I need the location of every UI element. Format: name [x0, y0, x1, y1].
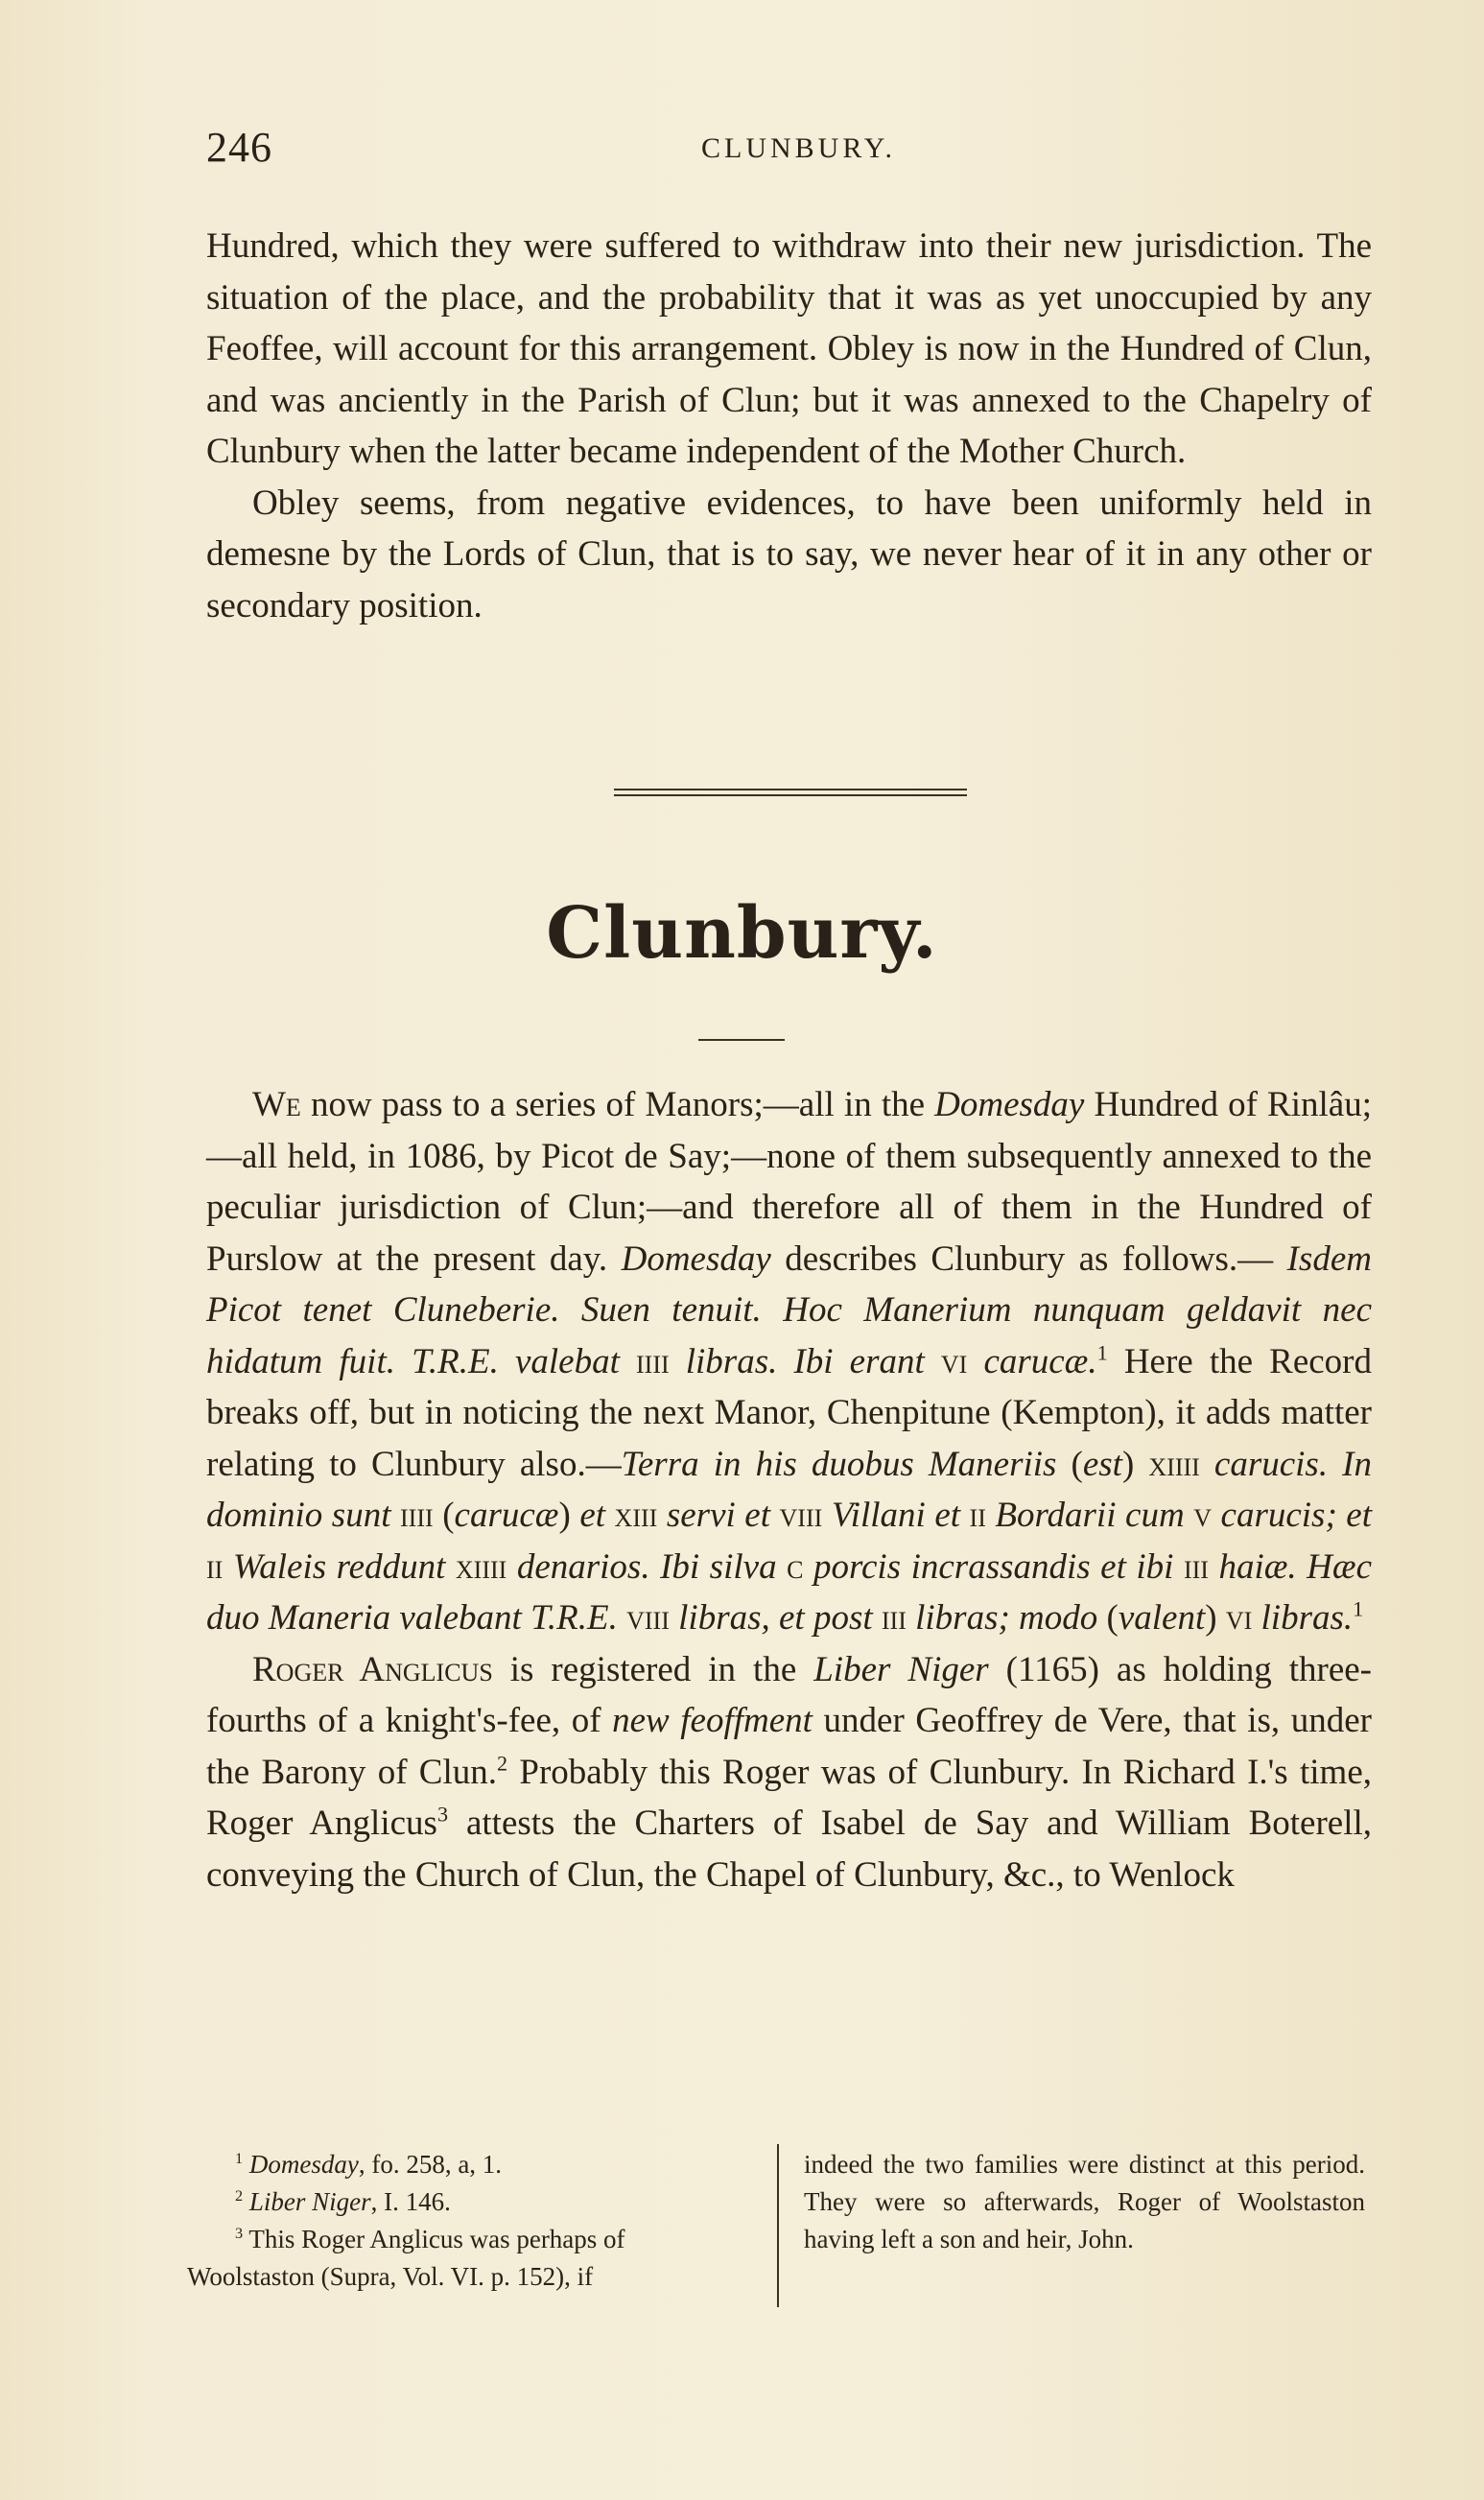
preceding-section-text [206, 221, 1372, 631]
paragraph: Obley seems, from negative evidences, to have been uniformly held in demesne by the Lords of Clun, that is to say, we never hear of it in any other or secondary position. [206, 483, 1372, 625]
clunbury-section-text [206, 1079, 1372, 1900]
footnote-3-continued: indeed the two families were distinct at this period. They were so afterwards, Roger of Woolstaston having left a son and heir, John. [804, 2150, 1365, 2253]
footnote-1: $^1$ Domesday, fo. 258, a, 1. [235, 2150, 503, 2179]
running-head: CLUNBURY. [701, 132, 896, 164]
footnote-ref[interactable]: 2 [497, 1751, 508, 1776]
section-title: Clunbury. [546, 892, 938, 975]
footnote-ref[interactable]: 1 [1096, 1340, 1108, 1365]
page-number: 246 [206, 124, 272, 171]
footnotes-right-column [804, 2146, 1365, 2258]
paragraph: Hundred, which they were suffered to withdraw into their new jurisdiction. The situation of the place, and the probability that it was as yet unoccupied by any Feoffee, will account for this arrangement. Obley is now in the Hundred of Clun, and was anciently in the Parish of Clun; but it was annexed to the Chapelry of Clunbury when the latter became independent of the Mother Church. [206, 226, 1372, 471]
footnote-3: $^3$ This Roger Anglicus was perhaps of Woolstaston (Supra, Vol. VI. p. 152), if [187, 2225, 625, 2291]
footnote-ref[interactable]: 1 [1353, 1596, 1364, 1621]
title-underline-rule [698, 1039, 785, 1041]
footnote-column-divider [777, 2144, 779, 2307]
paragraph-roger-anglicus: Roger Anglicus is registered in the Liber Niger (1165) as holding three-fourths of a knight's-fee, of new feoffment under Geoffrey de Vere, that is, under the Barony of Clun.$^2$ Probably this Roger was of Clunbury. In Richard I.'s time, Roger Anglicus$^3$ attests the Charters of Isabel de Say and William Boterell, conveying the Church of Clun, the Chapel of Clunbury, &c., to Wenlock [206, 1649, 1373, 1895]
footnote-ref[interactable]: 3 [436, 1802, 449, 1827]
paragraph-domesday: We now pass to a series of Manors;—all in the Domesday Hundred of Rinlâu; —all held, in 1086, by Picot de Say;—none of them subsequently annexed to the peculiar jurisdiction of Clun;—and therefore all of them in the Hundred of Purslow at the present day. Domesday describes Clunbury as follows.— Isdem Picot tenet Cluneberie. Suen tenuit. Hoc Manerium nunquam geldavit nec hidatum fuit. T.R.E. valebat iiii libras. Ibi erant vi carucæ.$^1$ Here the Record breaks off, but in noticing the next Manor, Chenpitune (Kempton), it adds matter relating to Clunbury also.—Terra in his duobus Maneriis (est) xiiii carucis. In dominio sunt iiii (carucæ) et xiii servi et viii Villani et ii Bordarii cum v carucis; et ii Waleis reddunt xiiii denarios. Ibi silva c porcis incrassandis et ibi iii haiæ. Hæc duo Maneria valebant T.R.E. viii libras, et post iii libras; modo (valent) vi libras.$^1$ [206, 1085, 1372, 1638]
footnotes-left-column [187, 2146, 753, 2296]
section-divider-rule [614, 789, 967, 802]
page-header [206, 123, 1372, 180]
footnote-2: $^2$ Liber Niger, I. 146. [235, 2187, 451, 2216]
